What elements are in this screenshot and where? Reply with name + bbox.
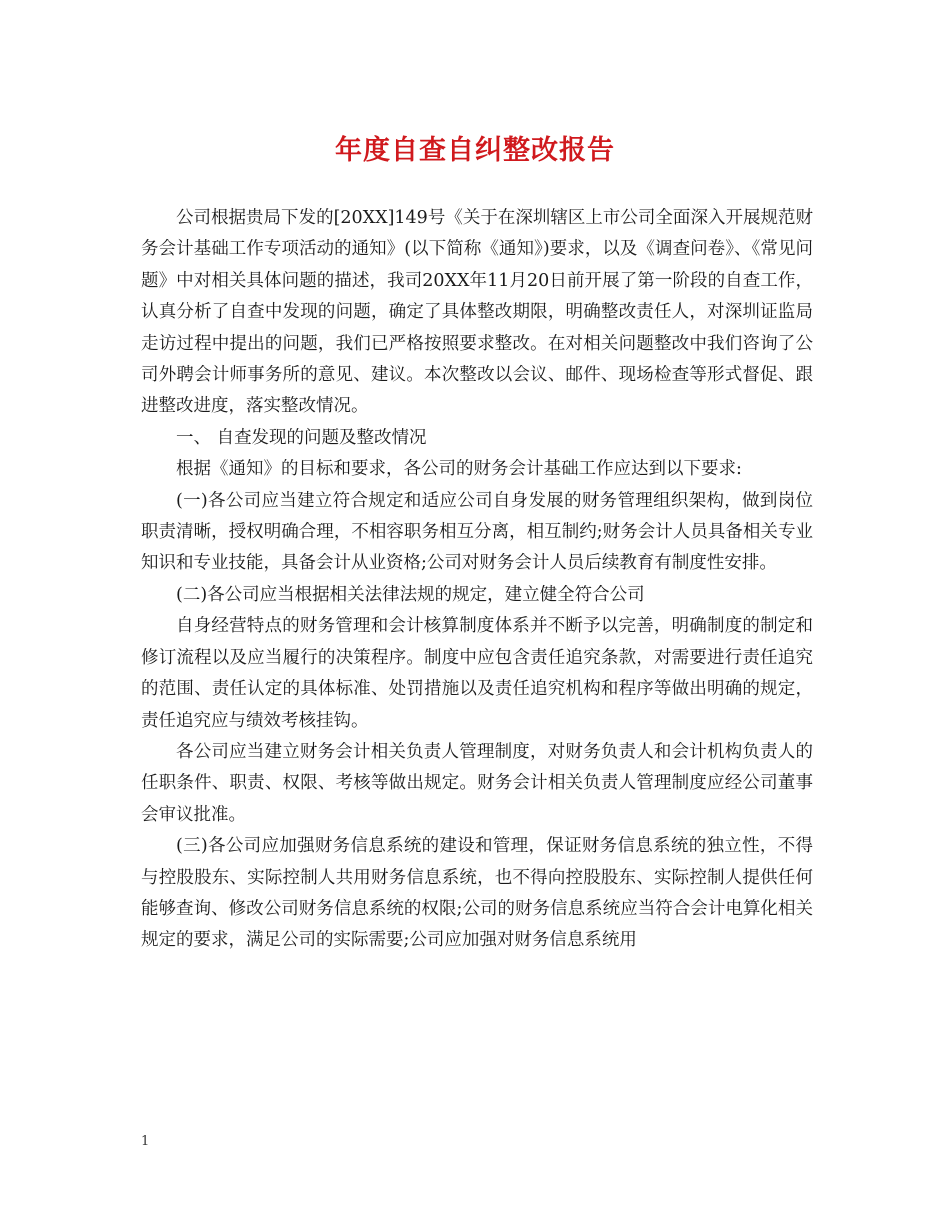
paragraph-intro: 公司根据贵局下发的[20XX]149号《关于在深圳辖区上市公司全面深入开展规范财务会计基础工作专项活动的通知》(以下简称《通知》)要求，以及《调查问卷》、《常见问题》中对相关具体问题的描述，我司20XX年11月20日前开展了第一阶段的自查工作，认真分析了自查中发现的问题，确定了具体整改期限，明确整改责任人，对深圳证监局走访过程中提出的问题，我们已严格按照要求整改。在对相关问题整改中我们咨询了公司外聘会计师事务所的意见、建议。本次整改以会议、邮件、现场检查等形式督促、跟进整改进度，落实整改情况。 xyxy=(141,208,813,417)
paragraph-item-2: (二)各公司应当根据相关法律法规的规定，建立健全符合公司 xyxy=(176,584,645,605)
paragraph-item-3: (三)各公司应加强财务信息系统的建设和管理，保证财务信息系统的独立性，不得与控股股东、实际控制人共用财务信息系统，也不得向控股股东、实际控制人提供任何能够查询、修改公司财务信息系统的权限;公司的财务信息系统应当符合会计电算化相关规定的要求，满足公司的实际需要;公司应加强对财务信息系统用 xyxy=(141,836,813,951)
document-body xyxy=(141,203,813,957)
document-title: 年度自查自纠整改报告 xyxy=(335,135,615,166)
paragraph-item-2-managers: 各公司应当建立财务会计相关负责人管理制度，对财务负责人和会计机构负责人的任职条件、职责、权限、考核等做出规定。财务会计相关负责人管理制度应经公司董事会审议批准。 xyxy=(141,741,813,825)
page-number: 1 xyxy=(141,1134,150,1149)
paragraph-item-2-cont: 自身经营特点的财务管理和会计核算制度体系并不断予以完善，明确制度的制定和修订流程以及应当履行的决策程序。制度中应包含责任追究条款，对需要进行责任追究的范围、责任认定的具体标准、处罚措施以及责任追究机构和程序等做出明确的规定，责任追究应与绩效考核挂钩。 xyxy=(141,616,813,731)
paragraph-item-1: (一)各公司应当建立符合规定和适应公司自身发展的财务管理组织架构，做到岗位职责清晰，授权明确合理，不相容职务相互分离，相互制约;财务会计人员具备相关专业知识和专业技能，具备会计从业资格;公司对财务会计人员后续教育有制度性安排。 xyxy=(141,490,813,574)
section-heading-1: 一、 自查发现的问题及整改情况 xyxy=(176,427,427,448)
paragraph-requirements: 根据《通知》的目标和要求，各公司的财务会计基础工作应达到以下要求: xyxy=(176,459,742,480)
